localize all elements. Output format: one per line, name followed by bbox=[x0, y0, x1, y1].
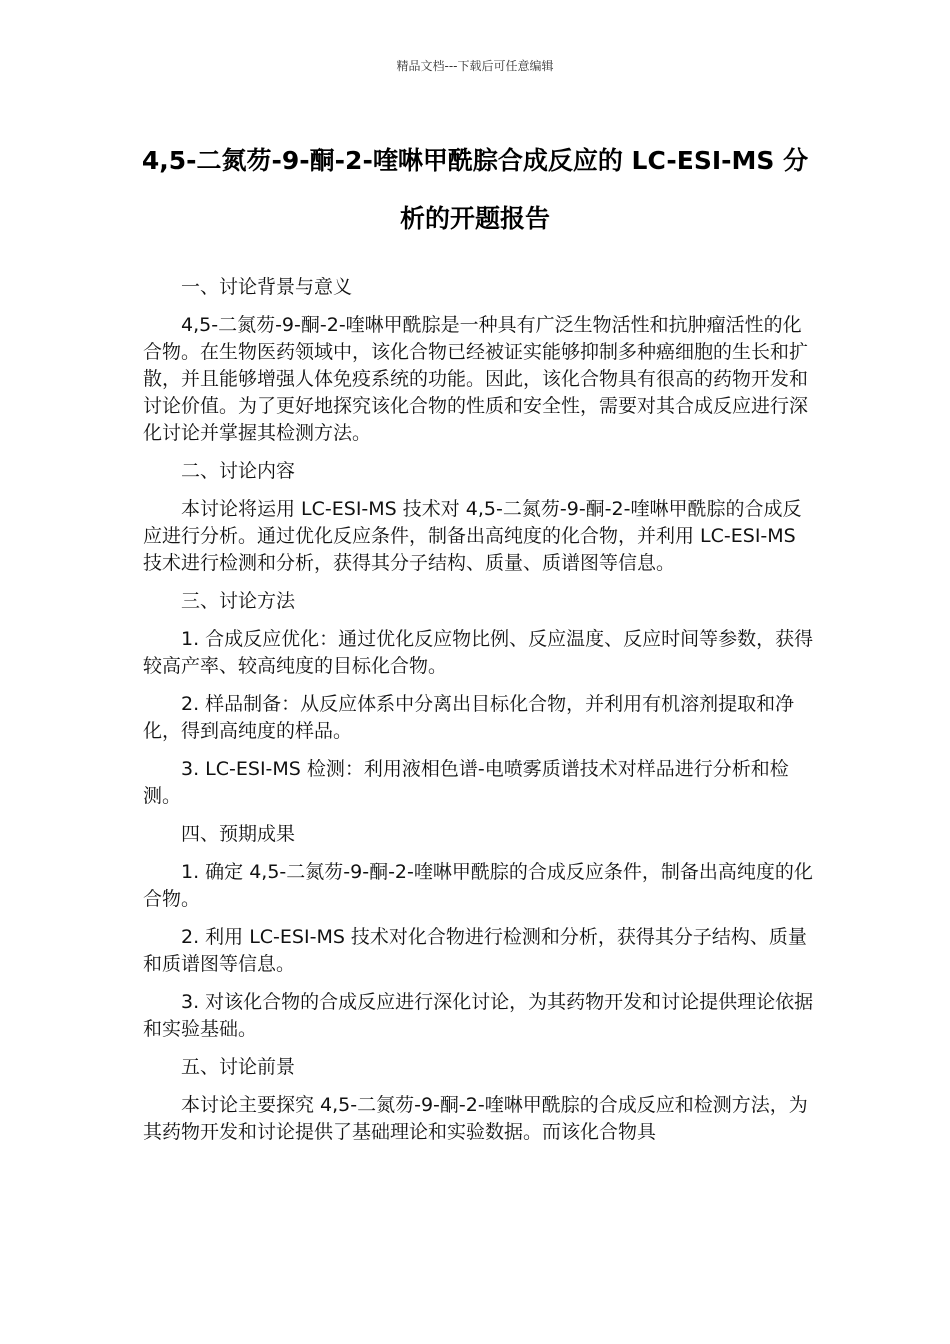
paragraph-method-2: 2. 样品制备：从反应体系中分离出目标化合物，并利用有机溶剂提取和净化，得到高纯度的样品。 bbox=[143, 693, 795, 742]
paragraph-method-3: 3. LC-ESI-MS 检测：利用液相色谱-电喷雾质谱技术对样品进行分析和检测。 bbox=[143, 758, 789, 807]
document-body bbox=[143, 274, 815, 1157]
section-heading-methods: 三、讨论方法 bbox=[181, 590, 296, 612]
paragraph-outcome-1: 1. 确定 4,5-二氮芴-9-酮-2-喹啉甲酰腙的合成反应条件，制备出高纯度的化合物。 bbox=[143, 861, 813, 910]
section-heading-prospects: 五、讨论前景 bbox=[181, 1056, 296, 1078]
section-heading-background: 一、讨论背景与意义 bbox=[181, 276, 353, 298]
paragraph-outcome-2: 2. 利用 LC-ESI-MS 技术对化合物进行检测和分析，获得其分子结构、质量和质谱图等信息。 bbox=[143, 926, 807, 975]
paragraph-method-1: 1. 合成反应优化：通过优化反应物比例、反应温度、反应时间等参数，获得较高产率、较高纯度的目标化合物。 bbox=[143, 628, 814, 677]
paragraph-outcome-3: 3. 对该化合物的合成反应进行深化讨论，为其药物开发和讨论提供理论依据和实验基础。 bbox=[143, 991, 814, 1040]
section-heading-outcomes: 四、预期成果 bbox=[181, 823, 296, 845]
section-heading-content: 二、讨论内容 bbox=[181, 460, 296, 482]
page-header-note: 精品文档---下载后可任意编辑 bbox=[396, 59, 554, 73]
paragraph-prospects: 本讨论主要探究 4,5-二氮芴-9-酮-2-喹啉甲酰腙的合成反应和检测方法，为其药物开发和讨论提供了基础理论和实验数据。而该化合物具 bbox=[143, 1094, 808, 1143]
document-title: 4,5-二氮芴-9-酮-2-喹啉甲酰腙合成反应的 LC-ESI-MS 分析的开题报告 bbox=[141, 146, 809, 233]
paragraph-content: 本讨论将运用 LC-ESI-MS 技术对 4,5-二氮芴-9-酮-2-喹啉甲酰腙的合成反应进行分析。通过优化反应条件，制备出高纯度的化合物，并利用 LC-ESI-MS 技术进行检测和分析，获得其分子结构、质量、质谱图等信息。 bbox=[143, 498, 802, 574]
paragraph-background: 4,5-二氮芴-9-酮-2-喹啉甲酰腙是一种具有广泛生物活性和抗肿瘤活性的化合物。在生物医药领域中，该化合物已经被证实能够抑制多种癌细胞的生长和扩散，并且能够增强人体免疫系统的功能。因此，该化合物具有很高的药物开发和讨论价值。为了更好地探究该化合物的性质和安全性，需要对其合成反应进行深化讨论并掌握其检测方法。 bbox=[143, 314, 809, 444]
